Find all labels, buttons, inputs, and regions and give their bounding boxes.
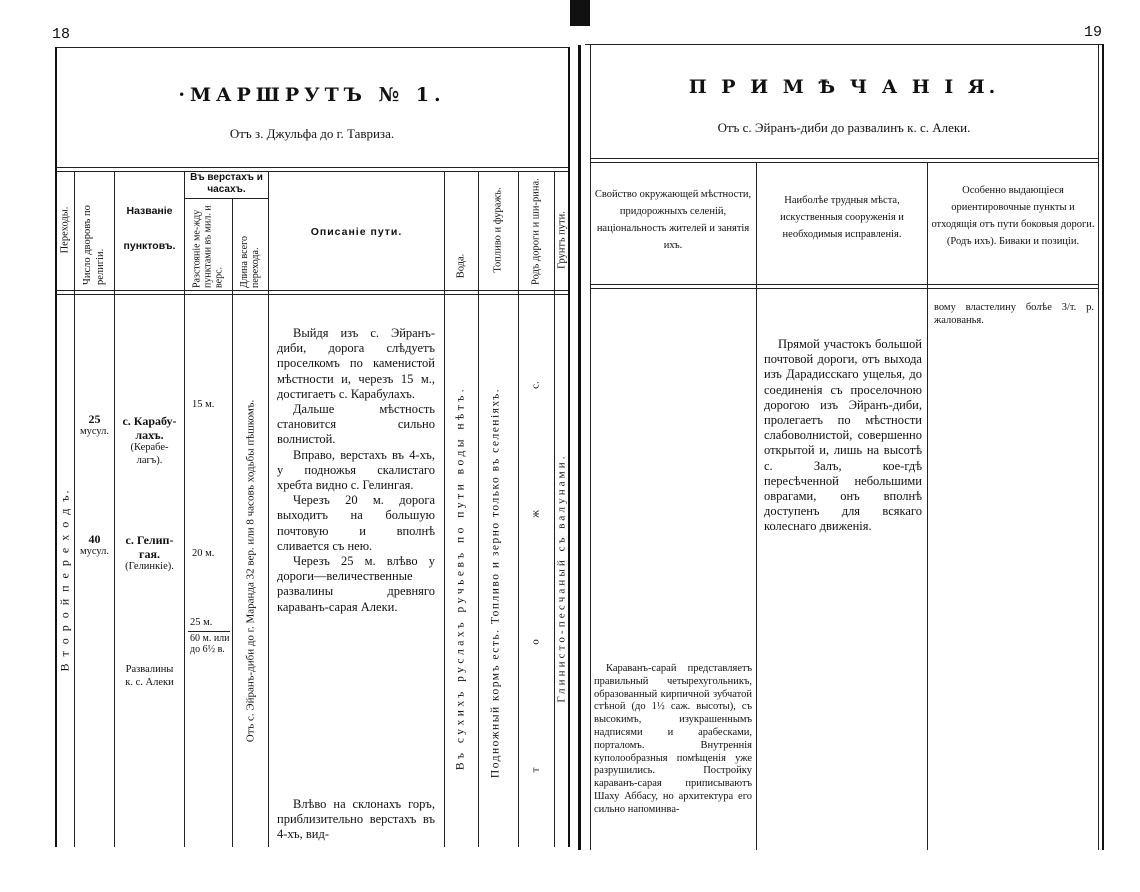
header-nazvanie-1: Названіе (126, 205, 173, 217)
rod-letter-4: т (529, 767, 542, 773)
distance-sum-rule (188, 631, 230, 632)
header-voda: Вода. (455, 253, 467, 279)
grunt-text: Глинисто-песчаный съ валунами. (555, 453, 568, 703)
col-divider-4 (232, 198, 233, 847)
notes-col2-text: Прямой участокъ большой почтовой дороги, отъ выхода изъ Дарадисскаго ущелья, до соединенія съ проселочною дорогою изъ Эйранъ-диби, пролегаетъ по мѣстности слабоволнистой, совершенно открытой и, лишь на высотѣ с. Залъ, кое-гдѣ пересѣченной небольшими оврагами, онъ вполнѣ доступенъ для всякаго колеснаго движенія. (764, 337, 922, 534)
r-header-bottom-rule (590, 284, 1098, 285)
header-perekhody: Переходы. (59, 206, 71, 254)
point-2-count: 40 (88, 532, 101, 546)
notes-subtitle: Отъ с. Эйранъ-диби до развалинъ к. с. Алеки. (717, 120, 971, 135)
header-top-rule (56, 167, 568, 168)
description-para-1: Выйдя изъ с. Эйранъ-диби, дорога слѣдуетъ проселкомъ по каменистой мѣстности и, черезъ 15 м., достигаетъ с. Карабулахъ. (277, 326, 435, 401)
header-toplivo: Топливо и фуражъ. (492, 187, 504, 273)
r-frame-top (585, 44, 1103, 45)
page-number-right: 19 (1084, 24, 1103, 41)
notes-header-2: Наиболѣе трудныя мѣста, искуственныя сооруженія и необходимыя исправленія. (780, 195, 904, 240)
rod-letter-2: ж (529, 510, 542, 518)
total-length: Отъ с. Эйранъ-диби до г. Маранда 32 вер. или 8 часовъ ходьбы пѣшкомъ. (244, 399, 257, 743)
notes-header-1: Свойство окружающей мѣстности, придорожныхъ селеній, національность жителей и занятія ихъ. (594, 189, 752, 251)
header-rod-dorogi: Родъ дороги и ши-рина. (530, 178, 542, 285)
distance-2: 20 м. (192, 548, 215, 559)
route-title: ·МАРШРУТЪ № 1. (178, 84, 446, 106)
point-3-name-2: к. с. Алеки (125, 676, 174, 688)
point-2-alt: (Гелинкіе). (125, 561, 174, 572)
col-divider-7 (478, 171, 479, 847)
description (277, 326, 435, 615)
rod-letter-1: с. (529, 381, 542, 389)
header-top-rule-2 (56, 171, 568, 172)
description-para-2: Дальше мѣстность становится сильно волнистой. (277, 402, 435, 447)
col-divider-6 (444, 171, 445, 847)
r-header-top-rule (590, 158, 1098, 159)
point-2-name-1: с. Гелип- (125, 533, 174, 547)
point-1-alt: (Керабе-лагъ). (130, 442, 169, 466)
col-divider-2 (114, 171, 115, 847)
col-divider-8 (518, 171, 519, 847)
col-divider-1 (74, 171, 75, 847)
header-dlina: Длина всего перехода. (239, 236, 261, 288)
point-2-name (115, 533, 184, 574)
distance-1: 15 м. (192, 399, 215, 410)
header-bottom-rule-2 (56, 294, 568, 295)
header-rasstoyanie: Разстояніе ме-жду пунктами въ мил. и верс. (191, 205, 225, 288)
description-para-4: Черезъ 20 м. дорога выходитъ на большую почтовую и вполнѣ сливается съ нею. (277, 493, 435, 553)
route-subtitle: Отъ з. Джульфа до г. Тавриза. (229, 126, 395, 141)
header-opisanie: Описаніе пути. (310, 226, 403, 238)
description-para-3: Вправо, верстахъ въ 4-хъ, у подножья скалистаго хребта видно с. Гелингая. (277, 447, 435, 493)
header-grunt: Грунтъ пути. (556, 211, 568, 269)
notes-title: П Р И М Ѣ Ч А Н І Я. (688, 76, 1000, 98)
voda-text: Въ сухихъ руслахъ ручьевъ по пути воды нѣтъ. (454, 385, 467, 771)
frame-top (55, 47, 570, 48)
distance-4: 60 м. или до 6½ в. (190, 633, 230, 655)
point-1-name-2: лахъ. (135, 428, 164, 442)
notes-col3-text: вому властелину болѣе 3/т. р. жалованья. (934, 302, 1094, 326)
point-3-name-1: Развалины (125, 664, 174, 675)
point-1-religion: мусул. (79, 426, 110, 437)
notes-col1-text: Караванъ-сарай представляетъ правильный четырехугольникъ, образованный кирпичной зубчатой стѣной (до 1½ саж. высоты), съ высокимъ, изукрашеннымъ надписями и арабесками, порталомъ. Внутреннія куполообразныя помѣщенія уже разрушились. Постройку караванъ-сарая приписываютъ Шаху Аббасу, но архитектура его сильно напоминва- (594, 663, 752, 815)
r-header-top-rule-2 (590, 162, 1098, 163)
description-bottom: Влѣво на склонахъ горъ, приблизительно верстахъ въ 4-хъ, вид- (277, 797, 435, 842)
perekhod-label: В т о р о й п е р е х о д ъ. (57, 488, 72, 672)
frame-right (568, 47, 570, 847)
point-2-name-2: гая. (139, 547, 160, 561)
r-frame-right-2 (1098, 44, 1099, 850)
r-col-divider-1 (756, 162, 757, 850)
r-header-bottom-rule-2 (590, 288, 1098, 289)
col-divider-5 (268, 171, 269, 847)
binding-shadow (570, 0, 590, 26)
header-dvory: Число дворовъ по религіи. (82, 205, 106, 285)
description-para-5: Черезъ 25 м. влѣво у дороги—величественные развалины древняго караванъ-сарая Алеки. (277, 554, 435, 614)
header-nazvanie-2: пунктовъ. (123, 240, 176, 252)
point-3-name (115, 664, 184, 689)
point-1-name (115, 414, 184, 467)
header-bottom-rule (56, 290, 568, 291)
distance-3: 25 м. (190, 617, 213, 628)
point-1-name-1: с. Карабу- (122, 414, 177, 428)
rod-letter-3: о (529, 639, 542, 645)
point-2-religion: мусул. (79, 546, 110, 557)
page-number-left: 18 (52, 26, 71, 43)
r-frame-right (1102, 44, 1104, 850)
binding-edge (578, 45, 581, 850)
r-frame-left (590, 44, 591, 850)
point-1-dvory (75, 412, 114, 439)
header-versty: Въ верстахъ и часахъ. (190, 172, 263, 195)
r-col-divider-2 (927, 162, 928, 850)
header-nazvanie (115, 205, 184, 253)
notes-header-3: Особенно выдающіеся ориентировочные пункты и отходящія отъ пути боковыя дороги. (Родъ ихъ). Биваки и позиціи. (931, 185, 1095, 247)
col-divider-3 (184, 171, 185, 847)
point-2-dvory (75, 532, 114, 559)
versty-subheader-rule (184, 198, 268, 199)
point-1-count: 25 (88, 412, 101, 426)
toplivo-text: Подножный кормъ есть. Топливо и зерно только въ селеніяхъ. (489, 387, 502, 779)
